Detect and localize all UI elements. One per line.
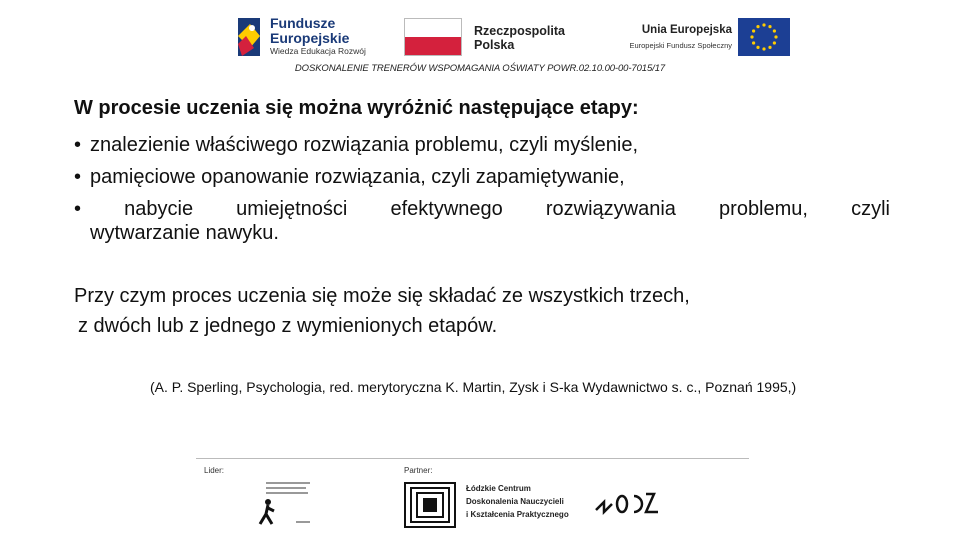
list-item-word: umiejętności [236,198,348,220]
partner-name-line: Doskonalenia Nauczycieli [466,497,564,506]
bullet-marker: • [74,198,82,220]
lodz-city-logo [594,488,664,518]
eu-star [773,41,776,44]
bullet-marker: • [74,166,82,188]
footer-divider [196,458,749,459]
list-item [74,166,625,189]
fundusze-europejskie-logo [234,14,374,60]
eu-star [752,29,755,32]
eu-logo-title: Unia Europejska [641,24,732,36]
citation: (A. P. Sperling, Psychologia, red. merytoryczna K. Martin, Zysk i S-ka Wydawnictwo s. c., Poznań 1995,) [150,379,797,395]
fe-logo-subtitle: Wiedza Edukacja Rozwój [270,46,366,56]
rp-logo-line1: Rzeczpospolita [474,24,565,38]
eu-star [768,25,771,28]
unia-europejska-logo [600,18,790,58]
list-item-text: pamięciowe opanowanie rozwiązania, czyli zapamiętywanie, [90,166,625,188]
list-item-word: problemu, [719,198,808,220]
eu-star [750,35,753,38]
list-item-text: znalezienie właściwego rozwiązania problemu, czyli myślenie, [90,134,639,156]
eu-flag-icon [738,18,790,56]
fe-logo-line2: Europejskie [270,30,350,46]
project-reference-line: DOSKONALENIE TRENERÓW WSPOMAGANIA OŚWIATY POWR.02.10.00-00-7015/17 [294,63,666,74]
rp-logo-line2: Polska [474,38,515,52]
partner-label: Partner: [404,466,433,475]
list-item-word: nabycie [124,198,194,220]
partner-name-line: Łódzkie Centrum [466,484,531,493]
fundusze-europejskie-emblem-icon [234,14,264,60]
bullet-marker: • [74,134,82,156]
eu-star [762,23,765,26]
eu-star [762,47,765,50]
rzeczpospolita-polska-logo [404,18,584,58]
paragraph-line: Przy czym proces uczenia się może się składać ze wszystkich trzech, [74,285,690,307]
list-item-word: czyli [851,198,890,220]
leader-foundation-logo [256,478,316,528]
list-item [74,134,638,157]
list-item-word: efektywnego [390,198,503,220]
eu-logo-subtitle: Europejski Fundusz Społeczny [629,41,732,50]
list-item [74,198,890,221]
eu-star [773,29,776,32]
partner-center-emblem-icon [404,482,456,528]
eu-star [768,46,771,49]
eu-star [756,25,759,28]
paragraph-line: z dwóch lub z jednego z wymienionych etapów. [78,315,498,337]
partner-name-line: i Kształcenia Praktycznego [466,510,569,519]
eu-star [752,41,755,44]
fe-logo-line1: Fundusze [270,15,336,31]
leader-label: Lider: [204,466,225,475]
main-heading: W procesie uczenia się można wyróżnić następujące etapy: [74,97,639,119]
eu-star [756,46,759,49]
list-item-word: rozwiązywania [545,198,676,220]
eu-star [774,35,777,38]
polish-flag-icon [404,18,462,56]
list-item-continuation: wytwarzanie nawyku. [90,222,279,244]
